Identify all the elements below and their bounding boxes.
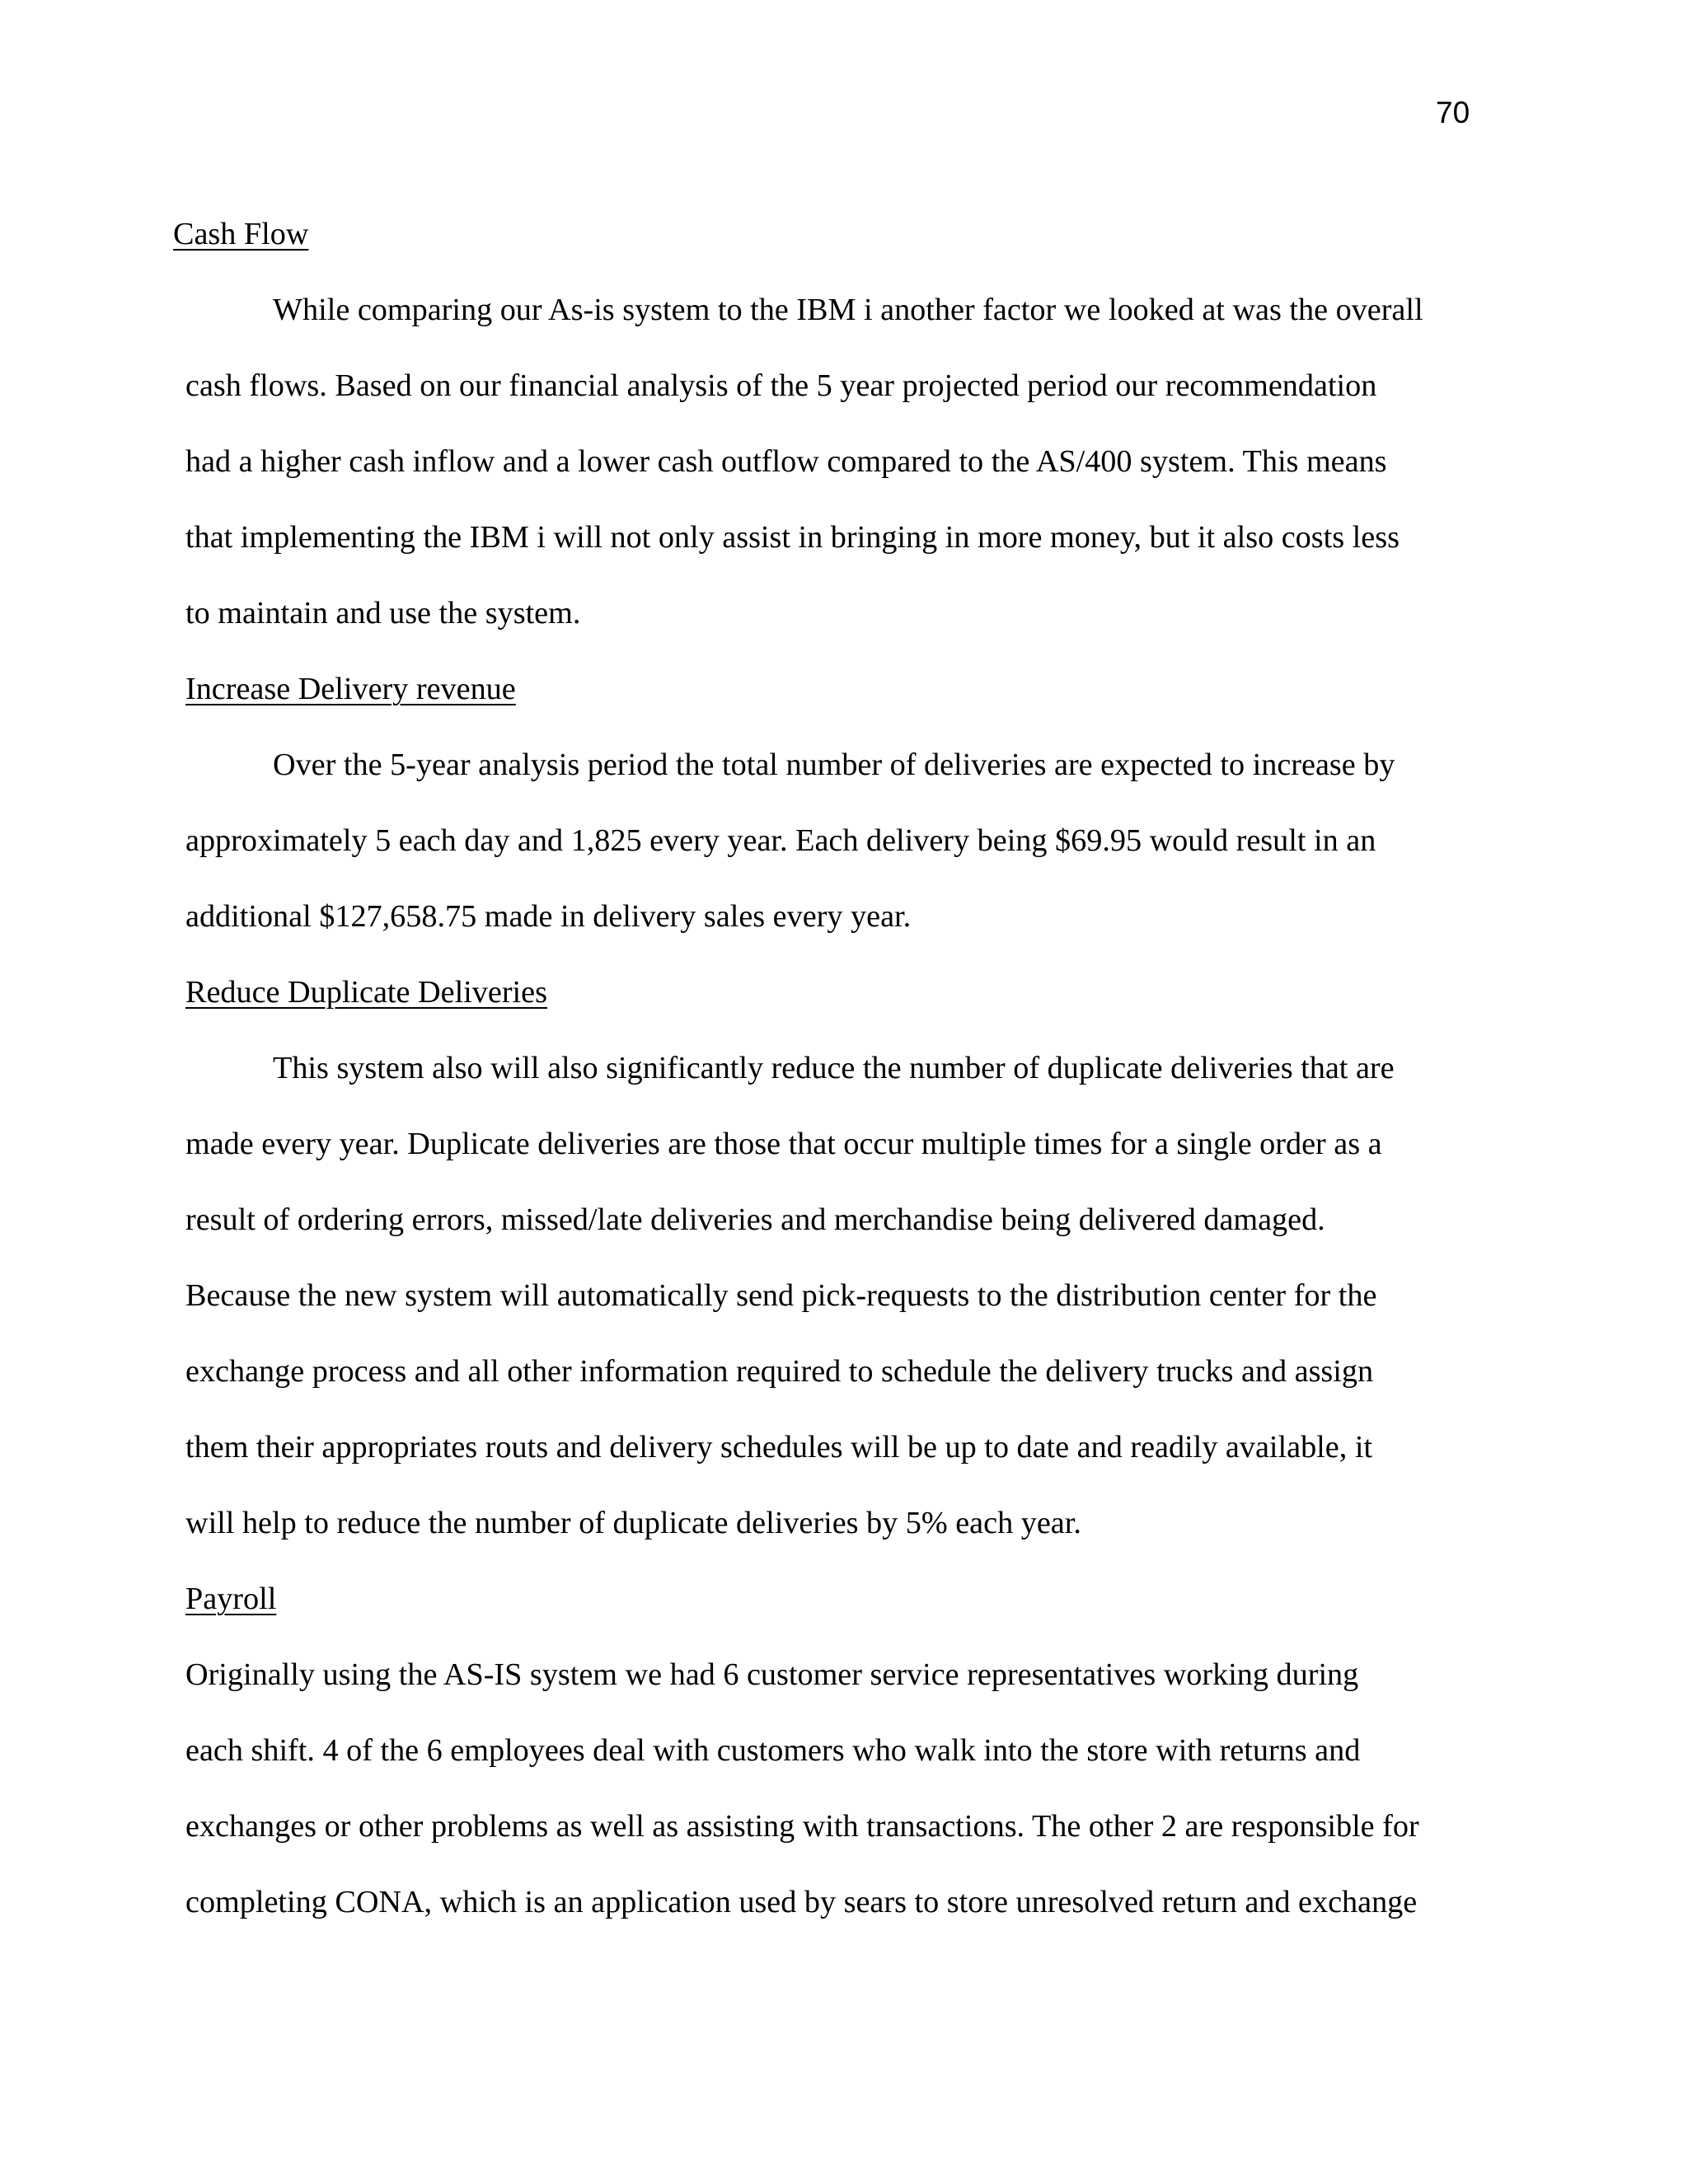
paragraph-line: will help to reduce the number of duplicate deliveries by 5% each year. [185,1506,1081,1540]
paragraph-line: additional $127,658.75 made in delivery sales every year. [185,899,912,934]
paragraph-line: that implementing the IBM i will not only assist in bringing in more money, but it also costs less [185,520,1400,555]
paragraph-line: completing CONA, which is an application used by sears to store unresolved return and exchange [185,1885,1418,1919]
paragraph-line: approximately 5 each day and 1,825 every year. Each delivery being $69.95 would result in an [185,823,1376,858]
heading-cash-flow: Cash Flow [173,217,309,251]
paragraph-line: each shift. 4 of the 6 employees deal with customers who walk into the store with returns and [185,1733,1361,1768]
paragraph-line: exchange process and all other information required to schedule the delivery trucks and assign [185,1354,1374,1389]
page-number: 70 [1436,96,1470,129]
paragraph-line: exchanges or other problems as well as assisting with transactions. The other 2 are responsible for [185,1809,1419,1844]
heading-payroll: Payroll [185,1582,277,1616]
paragraph-line: Because the new system will automatically send pick-requests to the distribution center for the [185,1278,1377,1313]
paragraph-line: made every year. Duplicate deliveries are those that occur multiple times for a single order as a [185,1127,1382,1161]
document-body [173,196,1537,1940]
paragraph-line: cash flows. Based on our financial analysis of the 5 year projected period our recommendation [185,368,1377,403]
paragraph-line: This system also will also significantly reduce the number of duplicate deliveries that are [273,1051,1395,1085]
paragraph-line: result of ordering errors, missed/late deliveries and merchandise being delivered damaged. [185,1202,1325,1237]
paragraph-line: to maintain and use the system. [185,596,581,630]
heading-reduce-duplicate-deliveries: Reduce Duplicate Deliveries [185,975,547,1010]
paragraph-line: Over the 5-year analysis period the total number of deliveries are expected to increase by [273,748,1395,782]
heading-increase-delivery-revenue: Increase Delivery revenue [185,672,516,706]
paragraph-line: While comparing our As-is system to the IBM i another factor we looked at was the overall [273,293,1423,327]
paragraph-line: had a higher cash inflow and a lower cash outflow compared to the AS/400 system. This means [185,444,1387,479]
paragraph-line: Originally using the AS-IS system we had 6 customer service representatives working during [185,1657,1359,1692]
paragraph-line: them their appropriates routs and delivery schedules will be up to date and readily available, it [185,1430,1373,1465]
